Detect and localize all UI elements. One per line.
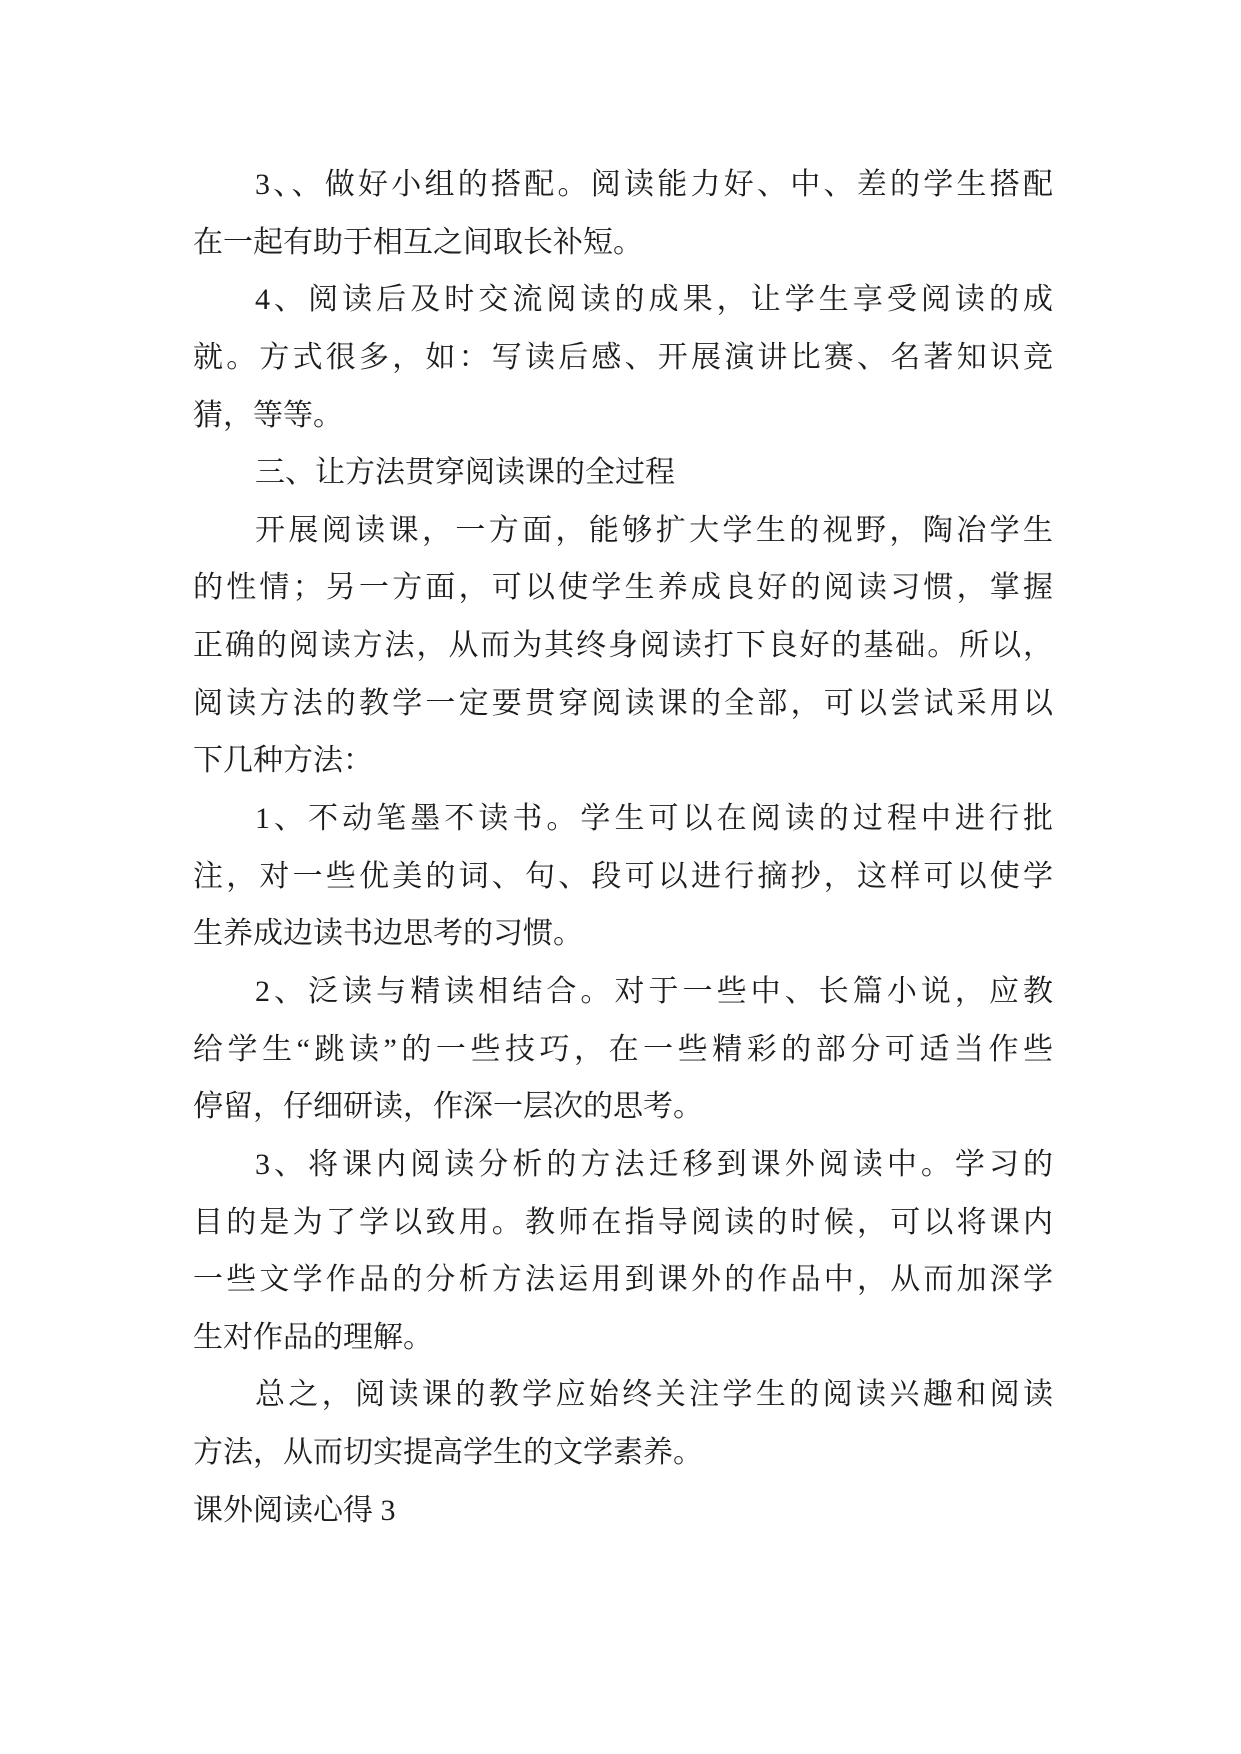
text-line: 在一起有助于相互之间取长补短。 — [193, 225, 643, 259]
paragraph — [193, 790, 1053, 963]
text-line: 总之，阅读课的教学应始终关注学生的阅读兴趣和阅读 — [255, 1378, 1053, 1412]
text-line: 1、不动笔墨不读书。学生可以在阅读的过程中进行批 — [255, 802, 1053, 836]
paragraph — [193, 963, 1053, 1136]
section-heading: 课外阅读心得 3 — [193, 1493, 396, 1527]
text-line: 2、泛读与精读相结合。对于一些中、长篇小说，应教 — [255, 974, 1053, 1008]
text-line: 生养成边读书边思考的习惯。 — [193, 917, 583, 951]
text-line: 阅读方法的教学一定要贯穿阅读课的全部，可以尝试采用以 — [193, 686, 1053, 720]
text-line: 给学生“跳读”的一些技巧，在一些精彩的部分可适当作些 — [193, 1032, 1053, 1066]
paragraph-list — [193, 156, 1053, 1482]
paragraph — [193, 156, 1053, 271]
text-line: 下几种方法： — [193, 744, 373, 778]
text-line: 猜，等等。 — [193, 398, 343, 432]
document-body — [193, 156, 1053, 1539]
paragraph — [193, 1366, 1053, 1481]
text-line: 停留，仔细研读，作深一层次的思考。 — [193, 1090, 703, 1124]
text-line: 目的是为了学以致用。教师在指导阅读的时候，可以将课内 — [193, 1205, 1053, 1239]
text-line: 的性情；另一方面，可以使学生养成良好的阅读习惯，掌握 — [193, 571, 1053, 605]
paragraph — [193, 271, 1053, 444]
text-line: 3、将课内阅读分析的方法迁移到课外阅读中。学习的 — [255, 1147, 1053, 1181]
text-line: 生对作品的理解。 — [193, 1320, 433, 1354]
text-line: 一些文学作品的分析方法运用到课外的作品中，从而加深学 — [193, 1263, 1053, 1297]
paragraph — [193, 502, 1053, 790]
text-line: 4、阅读后及时交流阅读的成果，让学生享受阅读的成 — [255, 283, 1053, 317]
paragraph — [193, 444, 1053, 502]
text-line: 开展阅读课，一方面，能够扩大学生的视野，陶冶学生 — [255, 513, 1053, 547]
text-line: 正确的阅读方法，从而为其终身阅读打下良好的基础。所以， — [193, 629, 1053, 663]
paragraph — [193, 1136, 1053, 1367]
text-line: 3、、做好小组的搭配。阅读能力好、中、差的学生搭配 — [255, 168, 1053, 201]
text-line: 三、让方法贯穿阅读课的全过程 — [255, 456, 675, 490]
text-line: 就。方式很多，如：写读后感、开展演讲比赛、名著知识竞 — [193, 340, 1053, 374]
text-line: 注，对一些优美的词、句、段可以进行摘抄，这样可以使学 — [193, 859, 1053, 893]
text-line: 方法，从而切实提高学生的文学素养。 — [193, 1436, 703, 1470]
